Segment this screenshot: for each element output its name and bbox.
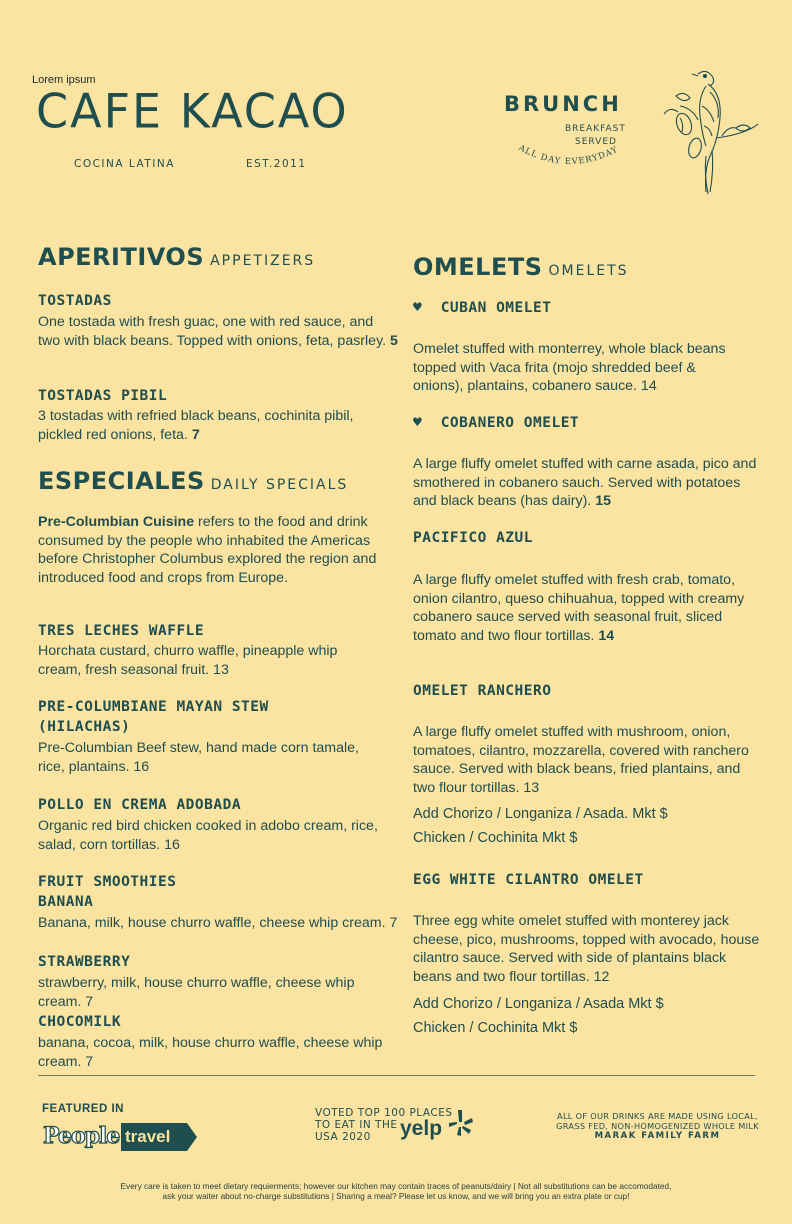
menu-item-title: PACIFICO AZUL [413,530,533,546]
featured-label: FEATURED IN [42,1103,124,1115]
add-on-line: Add Chorizo / Longaniza / Asada Mkt $ [413,996,664,1012]
quetzal-bird-illustration [650,66,760,196]
especiales-intro: Pre-Columbian Cuisine refers to the food and drink consumed by the people who inhabited the Americas before Christopher Columbus explored the region and introduced food and crops from Europe. [38,514,377,586]
section-subtitle: DAILY SPECIALS [210,477,349,493]
section-aperitivos [38,243,398,271]
all-day-text: ALL DAY EVERYDAY [516,143,621,168]
voted-text: VOTED TOP 100 PLACES TO EAT IN THE USA 2020 [315,1107,453,1143]
smoothie-name: STRAWBERRY [38,954,131,970]
featured-logos [43,1121,193,1153]
travel-channel-logo: travel [121,1123,187,1151]
smoothie-name: BANANA [38,894,94,910]
menu-item-description: A large fluffy omelet stuffed with mushroom, onion, tomatoes, cilantro, mozzarella, covered with ranchero sauce. Served with black beans, fried plantains, and two flour tortillas. 13 [413,724,749,796]
menu-item-title-line-2: (HILACHAS) [38,719,131,735]
menu-item-title: TRES LECHES WAFFLE [38,623,205,639]
section-title: OMELETS [413,253,543,281]
section-title: APERITIVOS [38,243,205,271]
footer-divider [38,1075,755,1076]
smoothies-title: FRUIT SMOOTHIES [38,874,177,890]
meal-title: BRUNCH [504,92,622,116]
section-omelets [413,253,758,281]
menu-item-description: Omelet stuffed with monterrey, whole black beans topped with Vaca frita (mojo shredded beef & onions), plantains, cobanero sauce. 14 [413,341,726,394]
menu-item-title: ♥ CUBAN OMELET [413,300,552,316]
menu-item-description: Organic red bird chicken cooked in adobo cream, rice, salad, corn tortillas. 16 [38,818,378,853]
menu-item-description: Three egg white omelet stuffed with monterey jack cheese, pico, mushrooms, topped with avocado, house cilantro sauce. Served with side of plantains black beans and two flour tortillas. 12 [413,913,760,985]
menu-item-title: TOSTADAS [38,293,112,309]
menu-item-price: 7 [191,426,200,443]
smoothie-description: banana, cocoa, milk, house churro waffle, cheese whip cream. 7 [38,1035,383,1070]
section-subtitle: OMELETS [548,263,629,279]
smoothie-description: strawberry, milk, house churro waffle, cheese whip cream. 7 [38,975,355,1010]
add-on-line: Chicken / Cochinita Mkt $ [413,830,578,846]
smoothie-name: CHOCOMILK [38,1014,122,1030]
menu-item-description: Pre-Columbian Beef stew, hand made corn tamale, rice, plantains. 16 [38,740,359,775]
all-day-arc-text [505,140,635,185]
served-line-1: BREAKFAST [565,124,626,134]
heart-icon: ♥ [413,300,423,316]
brand-logo: CAFE KACAO [36,83,349,139]
menu-item-price: 14 [598,627,615,644]
add-on-line: Add Chorizo / Longaniza / Asada. Mkt $ [413,806,668,822]
dietary-disclaimer: Every care is taken to meet dietary requierments; however our kitchen may contain traces of peanuts/dairy | Not all substitutions can be accomodated, ask your waiter about no-charge substitutions | Sharing a meal? Please let us know, and we will bring you an extra plate or cup! [120,1181,672,1201]
menu-item-title: ♥ COBANERO OMELET [413,415,580,431]
menu-item-title: OMELET RANCHERO [413,683,552,699]
yelp-burst-icon [448,1108,474,1140]
established-label: EST.2011 [246,158,307,170]
smoothie-description: Banana, milk, house churro waffle, cheese whip cream. 7 [38,915,398,931]
served-line-2: SERVED [575,137,617,147]
menu-item-description: One tostada with fresh guac, one with red sauce, and two with black beans. Topped with onions, feta, pasrley. 5 [38,314,398,349]
menu-item-description: 3 tostadas with refried black beans, cochinita pibil, pickled red onions, feta. 7 [38,408,354,443]
people-logo: People [43,1123,120,1149]
menu-item-description: Horchata custard, churro waffle, pineapple whip cream, fresh seasonal fruit. 13 [38,643,338,678]
drinks-note: ALL OF OUR DRINKS ARE MADE USING LOCAL, GRASS FED, NON-HOMOGENIZED WHOLE MILK MARAK FAMILY FARM [540,1111,775,1141]
menu-item-price: 15 [595,493,611,509]
tagline: Lorem ipsum [32,74,96,86]
menu-item-description: A large fluffy omelet stuffed with carne asada, pico and smothered in cobanero sauch. Served with potatoes and black beans (has dairy). 15 [413,456,757,509]
section-especiales [38,467,398,495]
farm-name: MARAK FAMILY FARM [594,1131,721,1141]
menu-item-title: PRE-COLUMBIANE MAYAN STEW [38,699,269,715]
travel-chevron-icon [187,1123,197,1151]
menu-item-title: TOSTADAS PIBIL [38,388,168,404]
menu-item-price: 5 [390,332,398,349]
section-subtitle: APPETIZERS [210,253,316,269]
yelp-logo: yelp [400,1117,443,1140]
section-title: ESPECIALES [38,467,205,495]
menu-item-description: A large fluffy omelet stuffed with fresh crab, tomato, onion cilantro, queso chihuahua, topped with creamy cobanero sauce served with seasonal fruit, sliced tomato and two flour tortillas. 14 [413,572,745,644]
cuisine-label: COCINA LATINA [74,158,175,170]
svg-text:ALL DAY EVERYDAY [516,143,620,168]
heart-icon: ♥ [413,415,423,431]
menu-item-title: POLLO EN CREMA ADOBADA [38,797,242,813]
menu-item-title: EGG WHITE CILANTRO OMELET [413,872,644,888]
add-on-line: Chicken / Cochinita Mkt $ [413,1020,578,1036]
